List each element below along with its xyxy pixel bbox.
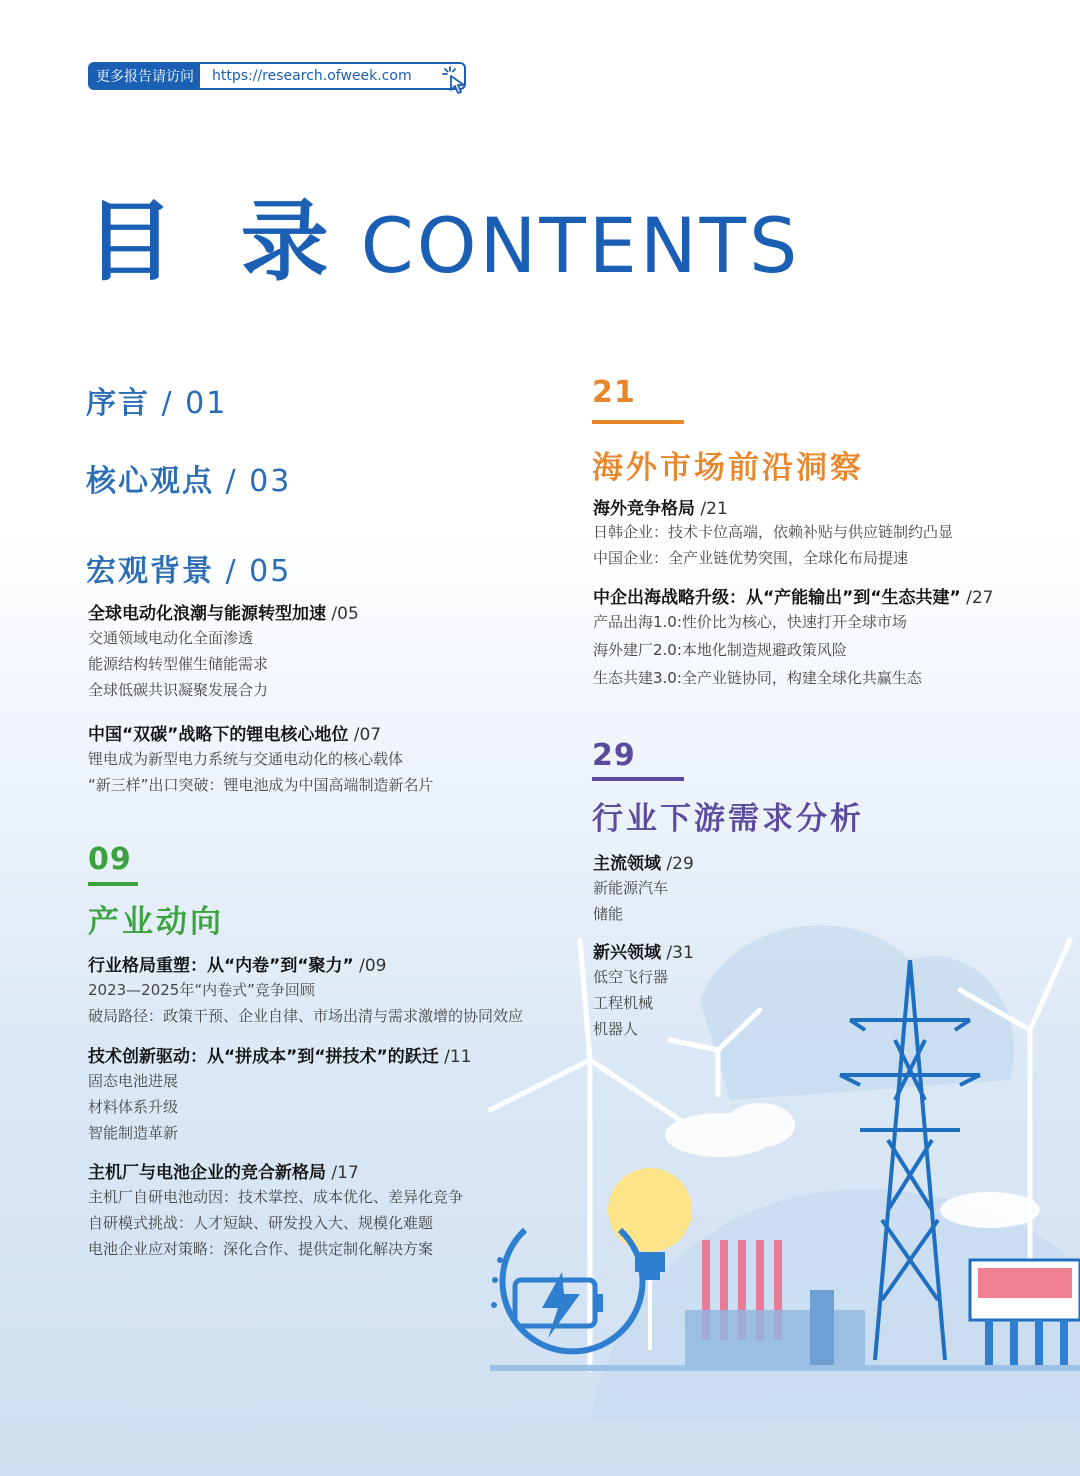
ground-line [490,1365,1080,1371]
industry-group-1-title[interactable] [88,951,386,976]
industry-g3-title-text: 主机厂与电池企业的竞合新格局 [88,1163,326,1183]
macro-g1-page: /05 [326,604,359,624]
downstream-g1-title-text: 主流领域 [593,854,661,874]
toc-core[interactable] [86,456,291,500]
macro-label: 宏观背景 [86,554,214,589]
energy-illustration [470,880,1080,1420]
list-item: 低空飞行器 [593,968,669,986]
list-item: 全球低碳共识凝聚发展合力 [88,681,269,699]
list-item: 产品出海1.0:性价比为核心，快速打开全球市场 [593,613,907,631]
industry-section-number: 09 [88,842,132,877]
report-url-banner[interactable] [88,62,466,90]
list-item: 日韩企业：技术卡位高端，依赖补贴与供应链制约凸显 [593,523,954,541]
list-item: 固态电池进展 [88,1072,179,1090]
list-item: 材料体系升级 [88,1098,179,1116]
list-item: 2023—2025年“内卷式”竞争回顾 [88,981,315,999]
list-item: 智能制造革新 [88,1124,179,1142]
list-item: 海外建厂2.0:本地化制造规避政策风险 [593,641,847,659]
industry-g1-page: /09 [353,956,387,976]
industry-group-2-title[interactable] [88,1042,471,1067]
overseas-section-title[interactable]: 海外市场前沿洞察 [592,450,864,486]
list-item: 自研模式挑战：人才短缺、研发投入大、规模化难题 [88,1214,434,1232]
macro-g1-title-text: 全球电动化浪潮与能源转型加速 [88,604,326,624]
industry-divider [88,882,138,886]
overseas-g2-title-text: 中企出海战略升级：从“产能输出”到“生态共建” [593,588,961,608]
title-cn: 目 录 [86,190,347,293]
industry-section-title[interactable]: 产业动向 [88,904,224,940]
downstream-g2-title-text: 新兴领域 [593,943,661,963]
overseas-divider [592,420,684,424]
macro-page: / 05 [214,554,292,589]
industry-g1-title-text: 行业格局重塑：从“内卷”到“聚力” [88,956,354,976]
list-item: 能源结构转型催生储能需求 [88,655,269,673]
list-item: 储能 [593,905,624,923]
title-en: CONTENTS [360,201,801,290]
overseas-g2-page: /27 [960,588,994,608]
macro-g2-page: /07 [348,725,382,745]
core-page: / 03 [214,464,292,499]
macro-group-1-title[interactable] [88,599,359,624]
list-item: 锂电成为新型电力系统与交通电动化的核心载体 [88,750,404,768]
macro-g2-title-text: 中国“双碳”战略下的锂电核心地位 [88,725,349,745]
toc-macro[interactable] [86,546,291,590]
list-item: 机器人 [593,1020,639,1038]
overseas-g1-page: /21 [695,499,728,519]
list-item: 交通领域电动化全面渗透 [88,629,254,647]
core-label: 核心观点 [86,464,214,499]
list-item: 工程机械 [593,994,654,1012]
industry-g2-page: /11 [438,1047,472,1067]
industry-g2-title-text: 技术创新驱动：从“拼成本”到“拼技术”的跃迁 [88,1047,439,1067]
overseas-group-2-title[interactable] [593,583,993,608]
list-item: “新三样”出口突破：锂电池成为中国高端制造新名片 [88,776,434,794]
industry-group-3-title[interactable] [88,1158,359,1183]
macro-group-2-title[interactable] [88,720,381,745]
battery-charging-icon [491,1230,643,1351]
preface-label: 序言 [86,386,150,421]
industry-g3-page: /17 [326,1163,359,1183]
downstream-section-title[interactable]: 行业下游需求分析 [592,801,864,837]
list-item: 破局路径：政策干预、企业自律、市场出清与需求激增的协同效应 [88,1007,524,1025]
downstream-group-1-title[interactable] [593,849,694,874]
page-title [86,190,801,293]
banner-label: 更多报告请访问 [90,64,200,88]
downstream-section-number: 29 [592,738,636,773]
list-item: 新能源汽车 [593,879,669,897]
downstream-g2-page: /31 [661,943,694,963]
list-item: 电池企业应对策略：深化合作、提供定制化解决方案 [88,1240,434,1258]
downstream-divider [592,777,684,781]
downstream-g1-page: /29 [661,854,694,874]
toc-preface[interactable] [86,378,227,422]
list-item: 生态共建3.0:全产业链协同，构建全球化共赢生态 [593,669,922,687]
banner-url-link[interactable]: https://research.ofweek.com [212,68,412,84]
list-item: 主机厂自研电池动因：技术掌控、成本优化、差异化竞争 [88,1188,464,1206]
pointer-click-icon [436,60,476,100]
overseas-g1-title-text: 海外竞争格局 [593,499,695,519]
preface-page: / 01 [150,386,228,421]
overseas-group-1-title[interactable] [593,494,728,519]
overseas-section-number: 21 [592,375,636,410]
list-item: 中国企业：全产业链优势突围，全球化布局提速 [593,549,909,567]
